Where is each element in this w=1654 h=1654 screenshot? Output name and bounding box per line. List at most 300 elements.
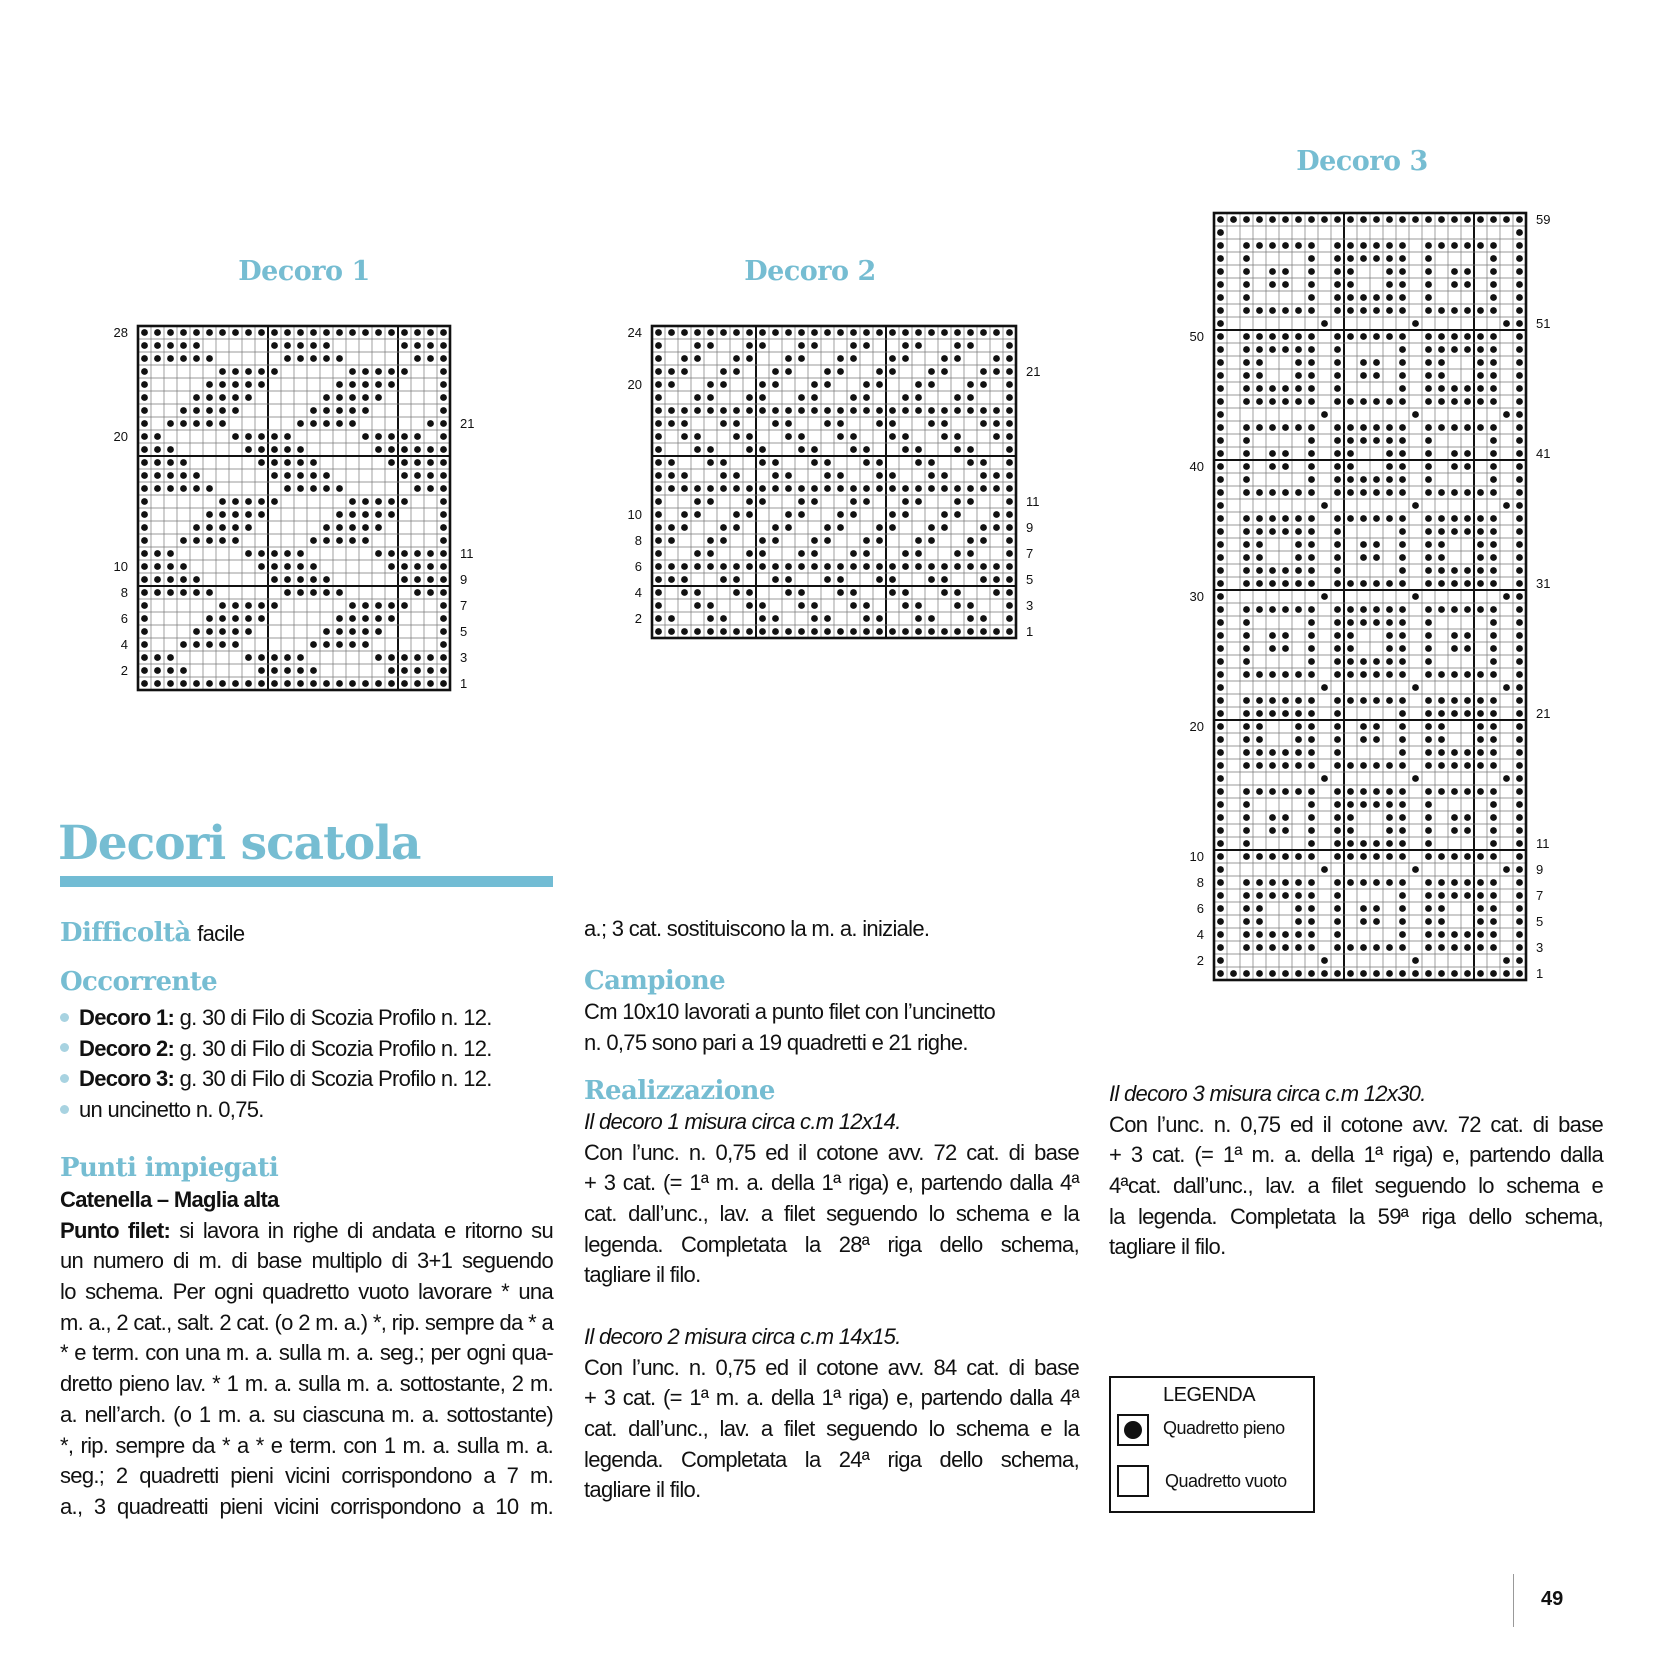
filled-square-dot <box>1503 216 1510 223</box>
filled-square-dot <box>746 628 753 635</box>
filled-square-dot <box>1477 736 1484 743</box>
filled-square-dot <box>1217 593 1224 600</box>
filled-square-dot <box>694 355 701 362</box>
filled-square-dot <box>1269 970 1276 977</box>
chart-title-decoro-1: Decoro 1 <box>238 256 370 287</box>
filled-square-dot <box>401 498 408 505</box>
filled-square-dot <box>1282 749 1289 756</box>
filled-square-dot <box>1347 515 1354 522</box>
filled-square-dot <box>1256 242 1263 249</box>
filled-square-dot <box>1295 359 1302 366</box>
filled-square-dot <box>967 563 974 570</box>
filled-square-dot <box>1477 580 1484 587</box>
filled-square-dot <box>1490 333 1497 340</box>
filled-square-dot <box>427 654 434 661</box>
filled-square-dot <box>206 641 213 648</box>
filled-square-dot <box>1490 346 1497 353</box>
filled-square-dot <box>863 485 870 492</box>
filled-square-dot <box>902 407 909 414</box>
filled-square-dot <box>1386 879 1393 886</box>
filled-square-dot <box>1006 329 1013 336</box>
filled-square-dot <box>258 498 265 505</box>
filled-square-dot <box>1425 671 1432 678</box>
filled-square-dot <box>1360 242 1367 249</box>
filled-square-dot <box>1334 710 1341 717</box>
filled-square-dot <box>414 667 421 674</box>
filled-square-dot <box>310 342 317 349</box>
filled-square-dot <box>1516 840 1523 847</box>
filled-square-dot <box>1360 723 1367 730</box>
filled-square-dot <box>1516 359 1523 366</box>
row-label-left: 2 <box>120 663 128 678</box>
filled-square-dot <box>167 654 174 661</box>
filled-square-dot <box>1217 697 1224 704</box>
filled-square-dot <box>1490 762 1497 769</box>
filled-square-dot <box>440 485 447 492</box>
filled-square-dot <box>980 381 987 388</box>
filled-square-dot <box>863 602 870 609</box>
filled-square-dot <box>1516 944 1523 951</box>
filled-square-dot <box>941 368 948 375</box>
row-label-left: 8 <box>634 533 642 548</box>
filled-square-dot <box>863 498 870 505</box>
filled-square-dot <box>1438 853 1445 860</box>
filled-square-dot <box>707 446 714 453</box>
filled-square-dot <box>707 628 714 635</box>
filled-square-dot <box>1243 762 1250 769</box>
filled-square-dot <box>1282 580 1289 587</box>
filled-square-dot <box>1464 268 1471 275</box>
filled-square-dot <box>876 563 883 570</box>
filled-square-dot <box>1217 736 1224 743</box>
filled-square-dot <box>1490 216 1497 223</box>
filled-square-dot <box>954 602 961 609</box>
filled-square-icon <box>1117 1414 1149 1446</box>
filled-square-dot <box>1308 255 1315 262</box>
filled-square-dot <box>1399 580 1406 587</box>
filled-square-dot <box>837 511 844 518</box>
filled-square-dot <box>1321 411 1328 418</box>
filled-square-dot <box>1217 229 1224 236</box>
filled-square-dot <box>1295 346 1302 353</box>
filled-square-dot <box>401 342 408 349</box>
filled-square-dot <box>1334 697 1341 704</box>
row-label-right: 11 <box>1026 494 1040 509</box>
filled-square-dot <box>954 433 961 440</box>
filled-square-dot <box>668 537 675 544</box>
filled-square-dot <box>863 550 870 557</box>
filled-square-dot <box>941 329 948 336</box>
filled-square-dot <box>1386 645 1393 652</box>
filled-square-dot <box>1373 762 1380 769</box>
decoro-1-size: Il decoro 1 misura circa c.m 12x14. <box>584 1109 901 1134</box>
filled-square-dot <box>167 329 174 336</box>
difficulty-value: facile <box>197 921 245 946</box>
filled-square-dot <box>388 667 395 674</box>
filled-square-dot <box>1477 333 1484 340</box>
filled-square-dot <box>1438 541 1445 548</box>
filled-square-dot <box>785 355 792 362</box>
filet-line: lo schema. Per ogni quadretto vuoto lavorare * una <box>60 1279 553 1305</box>
filled-square-dot <box>1347 879 1354 886</box>
filled-square-dot <box>1490 658 1497 665</box>
row-label-left: 20 <box>1189 719 1204 734</box>
row-label-right: 5 <box>1026 572 1034 587</box>
filled-square-dot <box>1308 736 1315 743</box>
filled-square-dot <box>1399 814 1406 821</box>
filled-square-dot <box>967 446 974 453</box>
filled-square-dot <box>232 368 239 375</box>
filled-square-dot <box>1516 970 1523 977</box>
filled-square-dot <box>1425 632 1432 639</box>
filled-square-dot <box>141 602 148 609</box>
filled-square-dot <box>1269 697 1276 704</box>
filled-square-dot <box>1282 515 1289 522</box>
filled-square-dot <box>1516 450 1523 457</box>
filled-square-dot <box>1451 879 1458 886</box>
filled-square-dot <box>310 576 317 583</box>
filled-square-dot <box>902 433 909 440</box>
filled-square-dot <box>1399 892 1406 899</box>
filled-square-dot <box>1399 281 1406 288</box>
filled-square-dot <box>297 667 304 674</box>
filled-square-dot <box>772 563 779 570</box>
filled-square-dot <box>1490 424 1497 431</box>
filled-square-dot <box>1321 502 1328 509</box>
filled-square-dot <box>1373 294 1380 301</box>
filled-square-dot <box>1282 762 1289 769</box>
decoro-3-text <box>1109 1079 1603 1263</box>
filled-square-dot <box>1217 710 1224 717</box>
filled-square-dot <box>440 615 447 622</box>
filled-square-dot <box>141 667 148 674</box>
filled-square-dot <box>889 407 896 414</box>
filled-square-dot <box>284 667 291 674</box>
filled-square-dot <box>1425 762 1432 769</box>
filled-square-dot <box>219 420 226 427</box>
filled-square-dot <box>1006 485 1013 492</box>
filled-square-dot <box>707 563 714 570</box>
filled-square-dot <box>1243 580 1250 587</box>
filled-square-dot <box>1490 437 1497 444</box>
filled-square-dot <box>707 498 714 505</box>
filled-square-dot <box>401 602 408 609</box>
filled-square-dot <box>1269 788 1276 795</box>
filled-square-dot <box>1477 944 1484 951</box>
filled-square-dot <box>1269 242 1276 249</box>
filled-square-dot <box>1256 216 1263 223</box>
filled-square-dot <box>915 381 922 388</box>
filled-square-dot <box>681 485 688 492</box>
making-text <box>584 1107 1079 1506</box>
filled-square-dot <box>824 524 831 531</box>
filled-square-dot <box>1334 658 1341 665</box>
filled-square-dot <box>1217 892 1224 899</box>
filled-square-dot <box>1269 827 1276 834</box>
filled-square-dot <box>1490 892 1497 899</box>
filled-square-dot <box>967 498 974 505</box>
filled-square-dot <box>1256 970 1263 977</box>
chart-title-decoro-3: Decoro 3 <box>1296 146 1428 177</box>
filled-square-dot <box>785 420 792 427</box>
filled-square-dot <box>1373 918 1380 925</box>
filled-square-dot <box>1006 446 1013 453</box>
filled-square-dot <box>720 615 727 622</box>
filled-square-dot <box>1347 450 1354 457</box>
filled-square-dot <box>1334 489 1341 496</box>
filled-square-dot <box>1516 320 1523 327</box>
filled-square-dot <box>154 433 161 440</box>
filled-square-dot <box>1451 710 1458 717</box>
filled-square-dot <box>1295 944 1302 951</box>
filled-square-dot <box>1360 541 1367 548</box>
filled-square-dot <box>928 576 935 583</box>
filled-square-dot <box>707 485 714 492</box>
filled-square-dot <box>375 654 382 661</box>
filled-square-dot <box>798 602 805 609</box>
filled-square-dot <box>1399 359 1406 366</box>
filled-square-dot <box>427 576 434 583</box>
filled-square-dot <box>1006 355 1013 362</box>
filled-square-dot <box>1256 905 1263 912</box>
filled-square-dot <box>1451 463 1458 470</box>
filled-square-dot <box>876 472 883 479</box>
filled-square-dot <box>1295 307 1302 314</box>
filled-square-dot <box>915 459 922 466</box>
filled-square-dot <box>245 602 252 609</box>
filled-square-dot <box>1217 281 1224 288</box>
filled-square-dot <box>1438 879 1445 886</box>
filled-square-dot <box>1399 294 1406 301</box>
filled-square-dot <box>889 485 896 492</box>
filled-square-dot <box>1334 632 1341 639</box>
filled-square-dot <box>1425 554 1432 561</box>
filled-square-dot <box>1308 619 1315 626</box>
filled-square-dot <box>427 342 434 349</box>
filled-square-dot <box>1295 749 1302 756</box>
filled-square-dot <box>863 381 870 388</box>
filled-square-dot <box>310 407 317 414</box>
filled-square-dot <box>1373 853 1380 860</box>
filled-square-dot <box>1334 840 1341 847</box>
filled-square-dot <box>180 420 187 427</box>
filled-square-dot <box>141 589 148 596</box>
filled-square-dot <box>310 472 317 479</box>
filled-square-dot <box>193 407 200 414</box>
filled-square-dot <box>889 576 896 583</box>
filled-square-dot <box>772 472 779 479</box>
filled-square-dot <box>271 680 278 687</box>
filled-square-dot <box>1334 814 1341 821</box>
filled-square-dot <box>375 368 382 375</box>
filled-square-dot <box>1321 320 1328 327</box>
filled-square-dot <box>180 472 187 479</box>
filled-square-dot <box>1269 762 1276 769</box>
filled-square-dot <box>759 498 766 505</box>
filled-square-dot <box>232 680 239 687</box>
filet-text: si lavora in righe di andata e ritorno su <box>170 1217 554 1243</box>
filled-square-dot <box>941 407 948 414</box>
filled-square-dot <box>1451 567 1458 574</box>
filled-square-dot <box>1425 515 1432 522</box>
filled-square-dot <box>1399 749 1406 756</box>
filled-square-dot <box>1386 853 1393 860</box>
item-text: g. 30 di Filo di Scozia Profilo n. 12. <box>174 1005 492 1030</box>
filled-square-dot <box>733 329 740 336</box>
filled-square-dot <box>1399 710 1406 717</box>
filled-square-dot <box>1256 489 1263 496</box>
row-label-left: 6 <box>634 559 642 574</box>
filled-square-dot <box>1425 814 1432 821</box>
row-label-left: 4 <box>1196 927 1204 942</box>
filled-square-dot <box>1282 697 1289 704</box>
filled-square-dot <box>1360 606 1367 613</box>
filled-square-dot <box>206 589 213 596</box>
row-label-right: 3 <box>460 650 468 665</box>
filled-square-dot <box>1373 736 1380 743</box>
filled-square-dot <box>1217 840 1224 847</box>
filled-square-dot <box>1516 827 1523 834</box>
filled-square-dot <box>1451 749 1458 756</box>
filled-square-dot <box>1438 372 1445 379</box>
filled-square-dot <box>258 381 265 388</box>
filled-square-dot <box>824 615 831 622</box>
filled-square-dot <box>707 550 714 557</box>
filled-square-dot <box>154 550 161 557</box>
filled-square-dot <box>180 667 187 674</box>
filled-square-dot <box>284 355 291 362</box>
filled-square-dot <box>232 329 239 336</box>
filled-square-dot <box>1438 749 1445 756</box>
filled-square-dot <box>798 407 805 414</box>
filled-square-dot <box>219 329 226 336</box>
filled-square-dot <box>141 615 148 622</box>
row-label-left: 10 <box>113 559 128 574</box>
filled-square-dot <box>206 524 213 531</box>
filled-square-dot <box>1399 918 1406 925</box>
filled-square-dot <box>1347 840 1354 847</box>
filled-square-dot <box>1503 775 1510 782</box>
filled-square-dot <box>1516 866 1523 873</box>
filled-square-dot <box>1230 216 1237 223</box>
filled-square-dot <box>798 563 805 570</box>
filled-square-dot <box>1451 827 1458 834</box>
filled-square-dot <box>746 563 753 570</box>
filled-square-dot <box>1464 606 1471 613</box>
filled-square-dot <box>720 537 727 544</box>
filled-square-dot <box>1438 489 1445 496</box>
filled-square-dot <box>1516 294 1523 301</box>
filled-square-dot <box>141 472 148 479</box>
filled-square-dot <box>1438 788 1445 795</box>
filled-square-dot <box>1334 346 1341 353</box>
chart-title-decoro-2: Decoro 2 <box>744 256 876 287</box>
filled-square-dot <box>1516 957 1523 964</box>
filled-square-dot <box>414 680 421 687</box>
filled-square-dot <box>1347 944 1354 951</box>
filled-square-dot <box>746 498 753 505</box>
item-label: Decoro 1: <box>79 1005 175 1030</box>
filled-square-dot <box>1516 593 1523 600</box>
filled-square-dot <box>1243 853 1250 860</box>
filled-square-dot <box>1360 853 1367 860</box>
filled-square-dot <box>1308 242 1315 249</box>
filled-square-dot <box>980 329 987 336</box>
filled-square-dot <box>284 680 291 687</box>
filled-square-dot <box>1477 359 1484 366</box>
filled-square-dot <box>1477 385 1484 392</box>
filled-square-dot <box>1373 242 1380 249</box>
filled-square-dot <box>707 537 714 544</box>
filled-square-dot <box>401 446 408 453</box>
filled-square-dot <box>928 459 935 466</box>
filled-square-dot <box>1425 645 1432 652</box>
filled-square-dot <box>414 355 421 362</box>
filled-square-dot <box>180 485 187 492</box>
filled-square-dot <box>1360 671 1367 678</box>
filled-square-dot <box>798 355 805 362</box>
filled-square-dot <box>954 628 961 635</box>
filled-square-dot <box>297 342 304 349</box>
filled-square-dot <box>889 524 896 531</box>
filled-square-dot <box>1360 398 1367 405</box>
filled-square-dot <box>681 329 688 336</box>
filled-square-dot <box>1347 827 1354 834</box>
filled-square-dot <box>297 550 304 557</box>
filled-square-dot <box>1503 502 1510 509</box>
filled-square-dot <box>993 433 1000 440</box>
filled-square-dot <box>258 667 265 674</box>
filled-square-dot <box>1360 489 1367 496</box>
filled-square-dot <box>1308 567 1315 574</box>
filled-square-dot <box>167 472 174 479</box>
filled-square-dot <box>1347 853 1354 860</box>
filled-square-dot <box>1360 554 1367 561</box>
filled-square-dot <box>1334 385 1341 392</box>
filled-square-dot <box>876 628 883 635</box>
filled-square-dot <box>1490 853 1497 860</box>
decoro-1-line: + 3 cat. (= 1ª m. a. della 1ª riga) e, partendo dalla 4ª <box>584 1170 1079 1196</box>
filled-square-dot <box>1477 788 1484 795</box>
filled-square-dot <box>1425 905 1432 912</box>
filled-square-dot <box>427 485 434 492</box>
filled-square-dot <box>167 446 174 453</box>
filled-square-dot <box>798 329 805 336</box>
filled-square-dot <box>928 420 935 427</box>
filled-square-dot <box>1360 918 1367 925</box>
filled-square-dot <box>1308 346 1315 353</box>
filled-square-dot <box>297 589 304 596</box>
filled-square-dot <box>362 602 369 609</box>
filled-square-dot <box>323 329 330 336</box>
filled-square-dot <box>993 589 1000 596</box>
filled-square-dot <box>1399 697 1406 704</box>
filled-square-dot <box>1516 307 1523 314</box>
filled-square-dot <box>323 420 330 427</box>
filled-square-dot <box>733 407 740 414</box>
filled-square-dot <box>1217 619 1224 626</box>
filled-square-dot <box>1347 645 1354 652</box>
filled-square-dot <box>1243 606 1250 613</box>
filled-square-dot <box>954 342 961 349</box>
filled-square-dot <box>668 381 675 388</box>
row-label-left: 8 <box>1196 875 1204 890</box>
filled-square-dot <box>655 602 662 609</box>
filled-square-dot <box>824 472 831 479</box>
filled-square-dot <box>772 459 779 466</box>
filled-square-dot <box>876 485 883 492</box>
filled-square-dot <box>180 459 187 466</box>
